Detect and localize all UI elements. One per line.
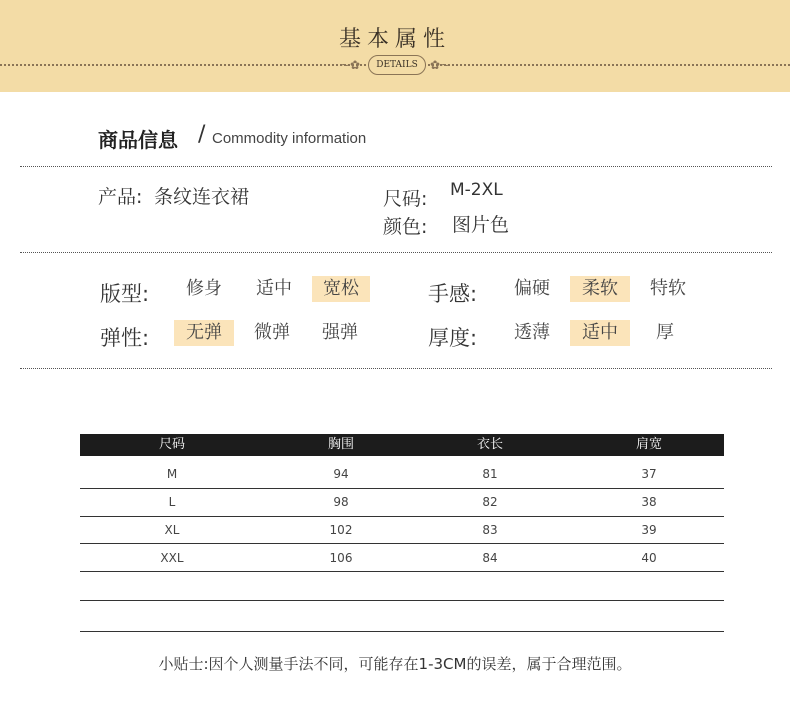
- table-cell: 94: [333, 467, 349, 481]
- divider-3: [20, 368, 772, 369]
- swirl-left-icon: ~✿: [340, 58, 361, 72]
- feel-label: 手感:: [428, 282, 478, 306]
- section-title: 商品信息: [98, 128, 178, 152]
- table-cell: 106: [329, 551, 353, 565]
- table-cell: 82: [482, 495, 498, 509]
- table-cell: XL: [164, 523, 180, 537]
- table-cell: 38: [641, 495, 657, 509]
- divider-1: [20, 166, 772, 167]
- header-title: 基本属性: [338, 27, 451, 52]
- section-subtitle: Commodity information: [212, 130, 367, 147]
- fit-label: 版型:: [100, 282, 150, 306]
- elasticity-option-strong: 强弹: [322, 322, 358, 343]
- table-cell: 39: [641, 523, 657, 537]
- thickness-option-medium: 适中: [570, 320, 630, 346]
- table-header-shoulder: 肩宽: [635, 437, 662, 452]
- table-cell: L: [168, 495, 176, 509]
- size-label: 尺码:: [383, 188, 428, 210]
- table-header-size: 尺码: [158, 437, 185, 452]
- table-cell: 84: [482, 551, 498, 565]
- table-cell: 98: [333, 495, 349, 509]
- section-slash: /: [198, 122, 206, 147]
- product-label: 产品:: [98, 186, 143, 208]
- table-cell: 37: [641, 467, 657, 481]
- fit-option-regular: 适中: [256, 278, 292, 299]
- table-row-divider: [80, 631, 724, 632]
- table-cell: 81: [482, 467, 498, 481]
- table-row-divider: [80, 571, 724, 572]
- fit-option-loose: 宽松: [312, 276, 370, 302]
- divider-2: [20, 252, 772, 253]
- swirl-right-icon: ✿~: [430, 58, 451, 72]
- product-value: 条纹连衣裙: [154, 186, 250, 208]
- color-label: 颜色:: [383, 216, 428, 238]
- thickness-option-thick: 厚: [656, 322, 674, 343]
- fit-option-slim: 修身: [186, 278, 222, 299]
- measurement-tip: 小贴士:因个人测量手法不同，可能存在1-3CM的误差，属于合理范围。: [158, 655, 632, 673]
- size-value: M-2XL: [450, 180, 503, 200]
- feel-option-extra-soft: 特软: [650, 278, 686, 299]
- table-cell: XXL: [160, 551, 184, 565]
- elasticity-option-none: 无弹: [174, 320, 234, 346]
- feel-option-firm: 偏硬: [514, 278, 550, 299]
- thickness-option-thin: 透薄: [514, 322, 550, 343]
- color-value: 图片色: [452, 214, 510, 236]
- table-header-length: 衣长: [476, 437, 503, 452]
- table-header-bust: 胸围: [327, 437, 354, 452]
- elasticity-option-slight: 微弹: [254, 322, 290, 343]
- details-badge: DETAILS: [368, 55, 426, 75]
- table-cell: 102: [329, 523, 353, 537]
- feel-option-soft: 柔软: [570, 276, 630, 302]
- thickness-label: 厚度:: [428, 326, 478, 350]
- table-cell: M: [166, 467, 178, 481]
- elasticity-label: 弹性:: [100, 326, 150, 350]
- table-cell: 40: [641, 551, 657, 565]
- table-row-divider: [80, 600, 724, 601]
- table-cell: 83: [482, 523, 498, 537]
